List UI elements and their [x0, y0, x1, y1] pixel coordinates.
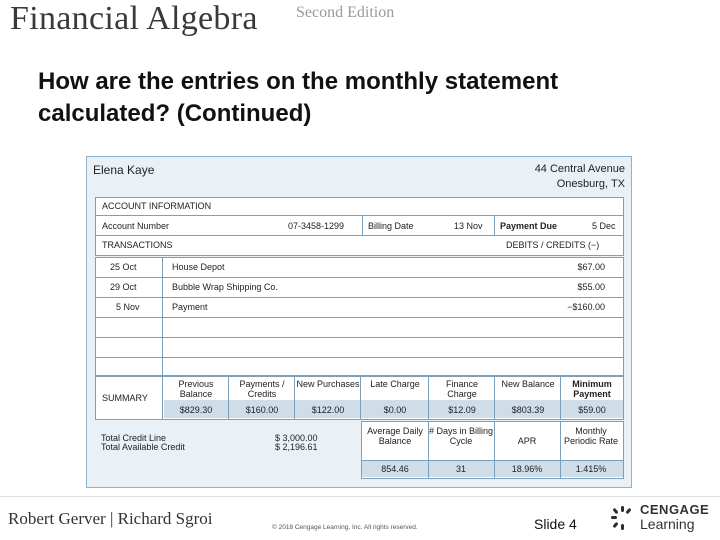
transaction-amount: $67.00 — [577, 262, 605, 272]
transaction-date: 29 Oct — [110, 282, 137, 292]
account-number: 07-3458-1299 — [288, 221, 345, 231]
footer-divider — [0, 496, 720, 497]
billing-date: 13 Nov — [454, 221, 483, 231]
summary-header: New Balance — [501, 379, 555, 389]
rate-value: 31 — [455, 464, 466, 474]
transaction-description: House Depot — [172, 262, 225, 272]
account-info-box — [95, 197, 624, 256]
account-number-label: Account Number — [102, 221, 170, 231]
payment-due: 5 Dec — [592, 221, 616, 231]
transaction-description: Payment — [172, 302, 208, 312]
summary-value: $59.00 — [578, 405, 606, 415]
total-available-credit: $ 2,196.61 — [275, 442, 318, 452]
payment-due-label: Payment Due — [500, 221, 558, 231]
summary-label: SUMMARY — [102, 393, 148, 403]
summary-header: Late Charge — [370, 379, 420, 389]
total-credit-line: $ 3,000.00 — [275, 433, 318, 443]
book-header — [0, 0, 720, 48]
summary-table — [95, 376, 624, 420]
rate-value: 854.46 — [381, 464, 409, 474]
publisher-name: CENGAGE — [640, 502, 710, 517]
rate-header: # Days in Billing Cycle — [428, 426, 494, 446]
summary-header: Finance Charge — [445, 379, 479, 399]
monthly-statement — [86, 156, 632, 488]
transaction-amount: $55.00 — [577, 282, 605, 292]
rate-value: 18.96% — [511, 464, 543, 474]
rate-header: Monthly Periodic Rate — [563, 426, 619, 446]
account-info-label: ACCOUNT INFORMATION — [102, 201, 212, 211]
summary-value: $122.00 — [311, 405, 345, 415]
total-credit-line-label: Total Credit Line — [101, 433, 167, 443]
slide-number: Slide 4 — [534, 516, 577, 532]
rates-table — [361, 421, 624, 479]
summary-header: Minimum Payment — [572, 379, 612, 399]
publisher-logo — [608, 500, 718, 536]
book-title: Financial Algebra — [10, 0, 258, 37]
rate-header: Average Daily Balance — [367, 426, 423, 446]
transaction-date: 5 Nov — [116, 302, 140, 312]
customer-name: Elena Kaye — [93, 163, 155, 177]
address-line1: 44 Central Avenue — [534, 163, 625, 175]
cengage-mark-icon — [610, 504, 638, 532]
summary-value: $0.00 — [383, 405, 407, 415]
book-edition: Second Edition — [296, 4, 395, 21]
authors: Robert Gerver | Richard Sgroi — [8, 509, 213, 528]
summary-value: $12.09 — [448, 405, 476, 415]
rate-value: 1.415% — [575, 464, 607, 474]
transaction-description: Bubble Wrap Shipping Co. — [172, 282, 278, 292]
summary-value: $829.30 — [179, 405, 213, 415]
transactions-label: TRANSACTIONS — [102, 240, 173, 250]
summary-header: New Purchases — [296, 379, 360, 389]
publisher-subname: Learning — [640, 516, 695, 532]
rate-header: APR — [517, 436, 537, 446]
copyright: © 2018 Cengage Learning, Inc. All rights reserved. — [272, 524, 418, 531]
slide-title: How are the entries on the monthly statement calculated? (Continued) — [38, 68, 559, 127]
summary-value: $803.39 — [511, 405, 545, 415]
billing-date-label: Billing Date — [368, 221, 414, 231]
transaction-amount: −$160.00 — [567, 302, 605, 312]
total-available-credit-label: Total Available Credit — [101, 442, 185, 452]
address-line2: Onesburg, TX — [556, 178, 625, 190]
transactions-table — [95, 257, 624, 376]
debits-credits-label: DEBITS / CREDITS (−) — [506, 240, 600, 250]
transaction-date: 25 Oct — [110, 262, 137, 272]
summary-header: Previous Balance — [178, 379, 214, 399]
summary-header: Payments / Credits — [239, 379, 285, 399]
summary-value: $160.00 — [245, 405, 279, 415]
